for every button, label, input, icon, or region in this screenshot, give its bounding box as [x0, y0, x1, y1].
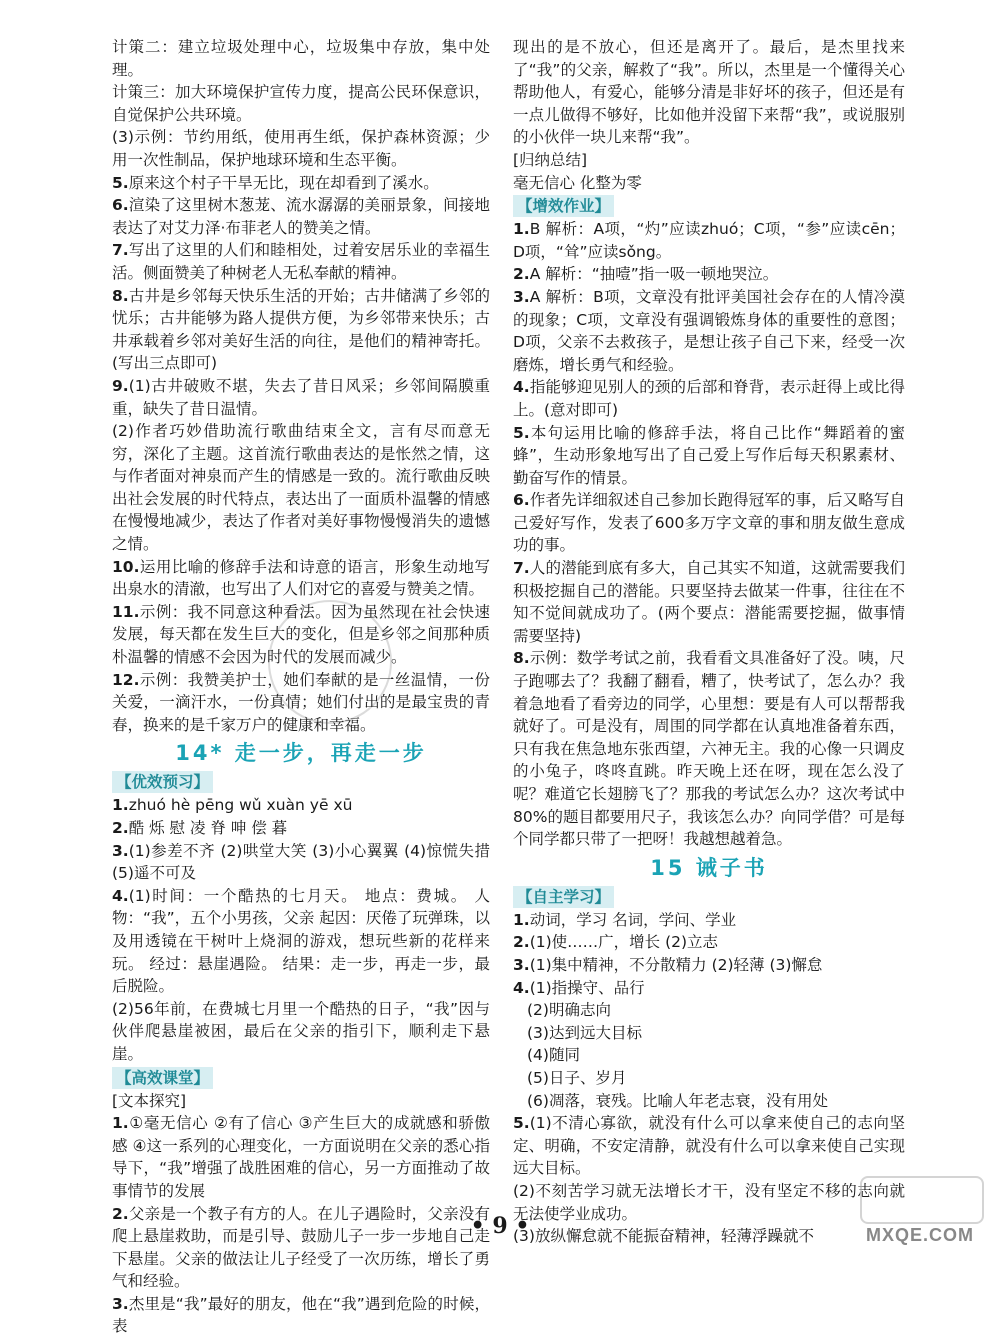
item-text: (1)使……广，增长 (2)立志 — [529, 933, 719, 952]
item-number: 3. — [112, 1294, 129, 1313]
item-text: (1)参差不齐 (2)哄堂大笑 (3)小心翼翼 (4)惊慌失措 (5)遥不可及 — [112, 841, 490, 883]
answer-item — [513, 286, 905, 376]
item-number: 5. — [513, 1114, 530, 1133]
item-number: 7. — [513, 559, 530, 578]
answer-item — [513, 218, 905, 263]
item-number: 1. — [112, 1114, 129, 1133]
answer-item — [112, 556, 490, 601]
item-number: 1. — [513, 910, 530, 929]
item-text: B 解析：A项，“灼”应读zhuó；C项，“参”应读cēn；D项，“耸”应读sǒng。 — [513, 220, 905, 261]
item-text: 作者先详细叙述自己参加长跑得冠军的事，后又略写自己爱好写作，发表了600多万字文章的事和朋友做生意成功的事。 — [513, 491, 905, 555]
answer-item — [112, 239, 490, 284]
item-text: (1)集中精神，不分散精力 (2)轻薄 (3)懈怠 — [529, 955, 823, 974]
answer-paragraph: 计策二：建立垃圾处理中心，垃圾集中存放，集中处理。 — [112, 38, 490, 79]
item-number: 4. — [513, 378, 530, 397]
item-text: 古井是乡邻每天快乐生活的开始；古井储满了乡邻的忧乐；古井能够为路人提供方便，为乡邻带来快乐；古井承载着乡邻对美好生活的向往，是他们的精神寄托。(写出三点即可) — [112, 286, 490, 373]
section-tag: 【增效作业】 — [513, 195, 614, 217]
item-text: (1)指操守、品行 — [529, 978, 645, 997]
section-tag: 【高效课堂】 — [112, 1067, 213, 1089]
item-text: 父亲是一个教子有方的人。在儿子遇险时，父亲没有爬上悬崖救助，而是引导、鼓励儿子一步一步地自己走下悬崖。父亲的做法让儿子经受了一次历练，增长了勇气和经验。 — [112, 1204, 490, 1291]
item-number: 3. — [513, 955, 530, 974]
item-text: zhuó hè pēng wǔ xuàn yē xū — [128, 796, 353, 815]
watermark-logo — [860, 1176, 980, 1246]
section-tag: 【自主学习】 — [513, 886, 614, 908]
answer-paragraph: 毫无信心 化整为零 — [513, 173, 642, 192]
item-text: (1)不清心寡欲，就没有什么可以拿来使自己的志向坚定、明确，不安定清静，就没有什么可以拿来使自己实现远大目标。 — [513, 1114, 905, 1178]
item-number: 2. — [513, 265, 530, 284]
answer-item — [112, 375, 490, 420]
item-number: 1. — [513, 220, 530, 239]
item-number: 2. — [112, 1204, 129, 1223]
subsection-label: [文本探究] — [112, 1091, 187, 1110]
item-number: 11. — [112, 602, 140, 621]
answer-subline: (4)随同 — [527, 1046, 580, 1065]
answer-paragraph: (2)56年前，在费城七月里一个酷热的日子，“我”因与伙伴爬悬崖被困，最后在父亲的指引下，顺利走下悬崖。 — [112, 999, 490, 1063]
answer-item — [112, 1293, 490, 1338]
item-number: 7. — [112, 241, 129, 260]
answer-item — [513, 489, 905, 557]
answer-item — [112, 794, 490, 817]
item-text: 渲染了这里树木葱茏、流水潺潺的美丽景象，间接地表达了对艾力泽·布菲老人的赞美之情。 — [112, 196, 490, 237]
stamp-mark — [268, 600, 392, 724]
section-tag: 【优效预习】 — [112, 771, 213, 793]
answer-paragraph: (3)示例：节约用纸，使用再生纸，保护森林资源；少用一次性制品，保护地球环境和生态平衡。 — [112, 128, 490, 169]
item-number: 4. — [513, 978, 530, 997]
item-number: 6. — [513, 491, 530, 510]
answer-item — [112, 172, 490, 195]
answer-paragraph: (3)放纵懈怠就不能振奋精神，轻薄浮躁就不 — [513, 1227, 814, 1246]
item-number: 3. — [112, 841, 129, 860]
item-text: 运用比喻的修辞手法和诗意的语言，形象生动地写出泉水的清澈，也写出了人们对它的喜爱与赞美之情。 — [112, 557, 490, 599]
item-number: 5. — [513, 423, 530, 442]
item-text: 动词，学习 名词，学问、学业 — [529, 910, 737, 929]
answer-paragraph: (2)作者巧妙借助流行歌曲结束全文，言有尽而意无穷，深化了主题。这首流行歌曲表达的是怅然之情，这与作者面对神泉而产生的情感是一致的。流行歌曲反映出社会发展的时代特点，表达出了一面质朴温馨的情感在慢慢地减少，表达了作者对美好事物慢慢消失的遗憾之情。 — [112, 422, 490, 554]
item-text: (1)时间：一个酷热的七月天。 地点：费城。 人物：“我”，五个小男孩，父亲 起因：厌倦了玩弹珠，以及用透镜在干树叶上烧洞的游戏，想玩些新的花样来玩。 经过：悬崖遇险。 结果：走一步，再走一步，最后脱险。 — [112, 886, 490, 996]
lesson-title: 15 诫子书 — [650, 855, 768, 880]
answer-paragraph: 计策三：加大环境保护宣传力度，提高公民环保意识，自觉保护公共环境。 — [112, 83, 490, 124]
answer-item — [513, 977, 905, 1000]
item-number: 2. — [513, 933, 530, 952]
watermark-text: MXQE.COM — [865, 1225, 974, 1245]
item-text: A 解析：“抽噎”指一吸一顿地哭泣。 — [529, 265, 779, 284]
section-header — [112, 770, 490, 794]
item-text: 酷 烁 慰 凌 脊 呻 偿 暮 — [128, 819, 288, 837]
answer-item — [112, 840, 490, 885]
item-text: 示例：数学考试之前，我看看文具准备好了没。咦，尺子跑哪去了？我翻了翻看，糟了，快考试了，怎么办？我着急地看了看旁边的同学，心里想：要是有人可以帮帮我就好了。可是没有，周围的同学都在认真地准备着东西，只有我在焦急地东张西望，六神无主。我的心像一只调皮的小兔子，咚咚直跳。昨天晚上还在呀，现在怎么没了呢？难道它长翅膀飞了？那我的考试怎么办？这次考试中80%的题目都要用尺子，我该怎么办？向同学借？可是每个同学都只带了一把呀！我越想越着急。 — [513, 649, 905, 849]
right-column — [513, 36, 905, 1248]
item-number: 10. — [112, 557, 140, 576]
item-number: 8. — [513, 649, 530, 668]
answer-item — [513, 422, 905, 490]
answer-subline: (6)凋落，衰残。比喻人年老志衰，没有用处 — [527, 1091, 828, 1110]
item-text: 原来这个村子干旱无比，现在却看到了溪水。 — [128, 173, 439, 192]
answer-item — [513, 931, 905, 954]
answer-paragraph: 现出的是不放心，但还是离开了。最后，是杰里找来了“我”的父亲，解救了“我”。所以，杰里是一个懂得关心帮助他人，有爱心，能够分清是非好坏的孩子，但还是有一点儿做得不够好，比如他并没留下来帮“我”，或说服别的小伙伴一块儿来帮“我”。 — [513, 38, 905, 147]
answer-item — [112, 194, 490, 239]
answer-item — [513, 909, 905, 932]
page-number: • 9 • — [470, 1213, 530, 1239]
item-text: 杰里是“我”最好的朋友，他在“我”遇到危险的时候，表 — [112, 1294, 490, 1336]
item-number: 4. — [112, 886, 129, 905]
answer-item — [112, 817, 490, 840]
section-header — [513, 885, 905, 909]
answer-item — [513, 954, 905, 977]
item-text: 示例：我不同意这种看法。因为虽然现在社会快速发展，每天都在发生巨大的变化，但是乡邻之间那种质朴温馨的情感不会因为时代的发展而减少。 — [112, 602, 490, 667]
section-header — [112, 1066, 490, 1090]
subsection-label: [归纳总结] — [513, 150, 588, 169]
watermark-icon — [860, 1176, 984, 1224]
answer-subline: (3)达到远大目标 — [527, 1023, 642, 1042]
item-text: A 解析：B项，文章没有批评美国社会存在的人情冷漠的现象；C项，文章没有强调锻炼身体的重要性的意图；D项，父亲不去救孩子，是想让孩子自己下来，经受一次磨炼，增长勇气和经验。 — [513, 287, 905, 374]
item-text: 人的潜能到底有多大，自己其实不知道，这就需要我们积极挖掘自己的潜能。只要坚持去做某一件事，往往在不知不觉间就成功了。(两个要点：潜能需要挖掘，做事情需要坚持) — [513, 559, 905, 645]
item-text: 示例：我赞美护士，她们奉献的是一丝温情，一份关爱，一滴汗水，一份真情；她们付出的是最宝贵的青春，换来的是千家万户的健康和幸福。 — [112, 670, 490, 734]
answer-item — [112, 285, 490, 375]
item-text: 写出了这里的人们和睦相处，过着安居乐业的幸福生活。侧面赞美了种树老人无私奉献的精神。 — [112, 241, 490, 282]
item-text: 指能够迎见别人的颈的后部和脊背，表示赶得上或比得上。(意对即可) — [513, 378, 905, 419]
answer-subline: (2)明确志向 — [527, 1001, 611, 1020]
answer-item — [112, 1112, 490, 1202]
item-number: 12. — [112, 670, 140, 689]
lesson-title: 14* 走一步，再走一步 — [175, 741, 427, 766]
item-text: ①毫无信心 ②有了信心 ③产生巨大的成就感和骄傲感 ④这一系列的心理变化，一方面说明在父亲的悉心指导下，“我”增强了战胜困难的信心，另一方面推动了故事情节的发展 — [112, 1114, 490, 1200]
answer-item — [513, 647, 905, 850]
item-number: 8. — [112, 286, 129, 305]
item-number: 2. — [112, 819, 129, 837]
item-number: 5. — [112, 173, 129, 192]
answer-item — [513, 1112, 905, 1180]
item-number: 6. — [112, 196, 129, 215]
answer-item — [112, 885, 490, 998]
item-number: 3. — [513, 287, 530, 306]
answer-paragraph: (2)不刻苦学习就无法增长才干，没有坚定不移的志向就无法使学业成功。 — [513, 1181, 905, 1223]
item-number: 1. — [112, 796, 129, 815]
answer-item — [513, 376, 905, 421]
item-number: 9. — [112, 376, 129, 395]
item-text: 本句运用比喻的修辞手法，将自己比作“舞蹈着的蜜蜂”，生动形象地写出了自己爱上写作后每天积累素材、勤奋写作的情景。 — [513, 423, 905, 487]
section-header — [513, 194, 905, 218]
answer-item — [513, 263, 905, 286]
answer-subline: (5)日子、岁月 — [527, 1068, 627, 1087]
answer-item — [513, 557, 905, 647]
item-text: (1)古井破败不堪，失去了昔日风采；乡邻间隔膜重重，缺失了昔日温情。 — [112, 376, 490, 418]
